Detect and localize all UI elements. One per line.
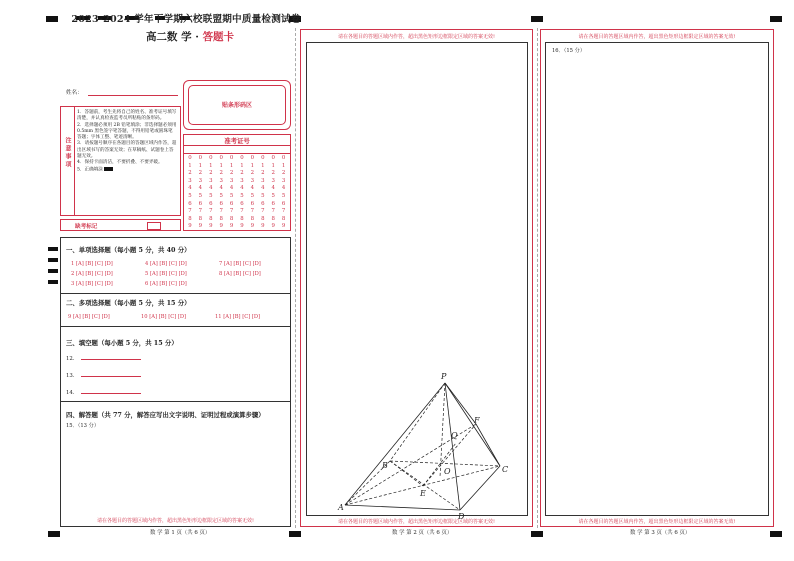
admission-digit-column[interactable] xyxy=(280,155,288,231)
digit-bubble[interactable]: 0 xyxy=(229,155,234,161)
label-F: F xyxy=(474,416,480,425)
boundary-warning: 请在各题目的答题区域内作答，超出黑色矩形边框限定区域的答案无效! xyxy=(96,518,254,524)
digit-bubble[interactable]: 3 xyxy=(188,177,192,184)
digit-bubble[interactable]: 0 xyxy=(219,155,223,161)
digit-bubble[interactable]: 7 xyxy=(188,208,192,215)
digit-bubble[interactable]: 1 xyxy=(229,162,234,169)
answer-frame-page3 xyxy=(540,29,774,527)
digit-bubble[interactable]: 8 xyxy=(250,215,255,222)
notice-vertical-label: 注意事项 xyxy=(64,137,71,169)
digit-bubble[interactable]: 6 xyxy=(188,200,192,207)
label-D: D xyxy=(458,512,465,521)
digit-bubble[interactable]: 3 xyxy=(198,177,203,184)
digit-bubble[interactable]: 7 xyxy=(281,208,286,215)
digit-bubble[interactable]: 9 xyxy=(261,223,265,230)
admission-digit-column[interactable] xyxy=(238,155,246,231)
choice-row-q3[interactable]: 3 [A] [B] [C] [D] xyxy=(71,281,113,287)
digit-bubble[interactable]: 9 xyxy=(271,223,275,230)
digit-bubble[interactable]: 4 xyxy=(261,185,265,192)
digit-bubble[interactable]: 9 xyxy=(250,223,255,230)
digit-bubble[interactable]: 5 xyxy=(271,192,275,199)
notice-item: 5．正确填涂 xyxy=(77,167,177,174)
digit-bubble[interactable]: 7 xyxy=(271,208,275,215)
admission-digit-column[interactable] xyxy=(269,155,277,231)
question-16-label: 16．（15 分） xyxy=(552,48,586,54)
seg-EF xyxy=(423,424,476,486)
notice-item: 4．保持卡面清洁，不要折叠、不要弄破。 xyxy=(77,160,163,166)
choice-row-q1[interactable]: 1 [A] [B] [C] [D] xyxy=(71,261,113,267)
digit-bubble[interactable]: 2 xyxy=(229,170,234,177)
fold-line xyxy=(295,28,296,528)
digit-bubble[interactable]: 4 xyxy=(188,185,192,192)
digit-bubble[interactable]: 7 xyxy=(261,208,265,215)
absent-checkbox[interactable] xyxy=(147,222,161,230)
digit-bubble[interactable]: 6 xyxy=(250,200,255,207)
edge-PA xyxy=(345,383,445,505)
digit-bubble[interactable]: 6 xyxy=(209,200,213,207)
digit-bubble[interactable]: 0 xyxy=(281,155,286,161)
digit-bubble[interactable]: 9 xyxy=(198,223,203,230)
digit-bubble[interactable]: 9 xyxy=(219,223,223,230)
card-subtitle: 高二数 学 · 答题卡 xyxy=(145,31,235,43)
admission-digit-columns xyxy=(186,155,290,231)
digit-bubble[interactable]: 0 xyxy=(198,155,203,161)
label-A: A xyxy=(338,503,344,512)
choice-row-q9[interactable]: 9 [A] [B] [C] [D] xyxy=(68,314,110,320)
digit-bubble[interactable]: 2 xyxy=(198,170,203,177)
boundary-warning: 请在各题目的答题区域内作答，超出黑色矩形边框限定区域的答案无效! xyxy=(578,519,736,525)
digit-bubble[interactable]: 4 xyxy=(209,185,213,192)
digit-bubble[interactable]: 6 xyxy=(198,200,203,207)
section1-title: 一、单项选择题（每小题 5 分，共 40 分） xyxy=(66,246,191,254)
digit-bubble[interactable]: 2 xyxy=(271,170,275,177)
digit-bubble[interactable]: 3 xyxy=(209,177,213,184)
digit-bubble[interactable]: 0 xyxy=(240,155,244,161)
boundary-warning: 请在各题目的答题区域内作答，超出黑色矩形边框限定区域的答案无效! xyxy=(337,519,495,525)
digit-bubble[interactable]: 0 xyxy=(261,155,265,161)
pyramid-figure xyxy=(300,360,533,525)
digit-bubble[interactable]: 4 xyxy=(250,185,255,192)
digit-bubble[interactable]: 8 xyxy=(229,215,234,222)
digit-bubble[interactable]: 1 xyxy=(271,162,275,169)
edge-CF xyxy=(476,424,500,466)
section3-title: 三、填空题（每小题 5 分，共 15 分） xyxy=(66,339,178,347)
label-C: C xyxy=(502,465,509,474)
edge-PB xyxy=(390,383,445,461)
digit-bubble[interactable]: 8 xyxy=(240,215,244,222)
admission-digit-column[interactable] xyxy=(217,155,225,231)
digit-bubble[interactable]: 6 xyxy=(219,200,223,207)
seg-EQ xyxy=(423,443,456,486)
digit-bubble[interactable]: 8 xyxy=(271,215,275,222)
digit-bubble[interactable]: 8 xyxy=(209,215,213,222)
page1-footer: 数 学 第 1 页（共 6 页） xyxy=(150,530,211,536)
digit-bubble[interactable]: 3 xyxy=(261,177,265,184)
exam-title: 2023-2024 学年下学期六校联盟期中质量检测试卷 xyxy=(71,14,301,25)
digit-bubble[interactable]: 5 xyxy=(219,192,223,199)
digit-bubble[interactable]: 8 xyxy=(219,215,223,222)
digit-bubble[interactable]: 7 xyxy=(229,208,234,215)
digit-bubble[interactable]: 8 xyxy=(198,215,203,222)
digit-bubble[interactable]: 8 xyxy=(261,215,265,222)
choice-row-q7[interactable]: 7 [A] [B] [C] [D] xyxy=(219,261,261,267)
digit-bubble[interactable]: 3 xyxy=(240,177,244,184)
label-B: B xyxy=(382,461,388,470)
admission-digit-column[interactable] xyxy=(259,155,267,231)
digit-bubble[interactable]: 0 xyxy=(188,155,192,161)
digit-bubble[interactable]: 1 xyxy=(261,162,265,169)
edge-AD xyxy=(345,505,460,510)
digit-bubble[interactable]: 6 xyxy=(281,200,286,207)
digit-bubble[interactable]: 1 xyxy=(250,162,255,169)
digit-bubble[interactable]: 9 xyxy=(229,223,234,230)
digit-bubble[interactable]: 6 xyxy=(229,200,234,207)
digit-bubble[interactable]: 3 xyxy=(250,177,255,184)
timing-mark xyxy=(531,16,543,22)
boundary-warning: 请在各题目的答题区域内作答，超出黑色矩形边框限定区域的答案无效! xyxy=(337,34,495,40)
answer-area-page3[interactable] xyxy=(545,42,769,516)
digit-bubble[interactable]: 0 xyxy=(250,155,255,161)
notice-list xyxy=(77,110,177,173)
timing-mark xyxy=(48,280,58,284)
label-Q: Q xyxy=(451,431,458,440)
digit-bubble[interactable]: 9 xyxy=(240,223,244,230)
barcode-area xyxy=(183,80,291,130)
admission-label: 准考证号 xyxy=(224,137,250,145)
digit-bubble[interactable]: 7 xyxy=(240,208,244,215)
timing-mark xyxy=(46,16,58,22)
digit-bubble[interactable]: 6 xyxy=(240,200,244,207)
timing-mark xyxy=(770,531,782,537)
label-O: O xyxy=(444,467,451,476)
digit-bubble[interactable]: 4 xyxy=(198,185,203,192)
edge-PF xyxy=(445,383,476,424)
digit-bubble[interactable]: 5 xyxy=(261,192,265,199)
digit-bubble[interactable]: 2 xyxy=(250,170,255,177)
choice-row-q6[interactable]: 6 [A] [B] [C] [D] xyxy=(145,281,187,287)
digit-bubble[interactable]: 5 xyxy=(250,192,255,199)
digit-bubble[interactable]: 5 xyxy=(240,192,244,199)
page2-footer: 数 学 第 2 页（共 6 页） xyxy=(392,530,453,536)
digit-bubble[interactable]: 4 xyxy=(281,185,286,192)
digit-bubble[interactable]: 1 xyxy=(198,162,203,169)
label-E: E xyxy=(420,489,426,498)
digit-bubble[interactable]: 6 xyxy=(261,200,265,207)
digit-bubble[interactable]: 6 xyxy=(271,200,275,207)
filled-sample xyxy=(104,167,113,171)
question-15-label: 15．（13 分） xyxy=(66,423,100,429)
digit-bubble[interactable]: 4 xyxy=(271,185,275,192)
digit-bubble[interactable]: 7 xyxy=(198,208,203,215)
fold-line xyxy=(537,28,538,528)
notice-item: 3．请按题号顺序在各题目的答题区域内作答，超出区域书写的答案无效；在草稿纸、试题卷上答题无效。 xyxy=(77,141,177,160)
name-label: 姓名： xyxy=(66,90,83,96)
digit-bubble[interactable]: 1 xyxy=(240,162,244,169)
digit-bubble[interactable]: 7 xyxy=(250,208,255,215)
digit-bubble[interactable]: 0 xyxy=(209,155,213,161)
digit-bubble[interactable]: 5 xyxy=(209,192,213,199)
notice-box xyxy=(60,106,181,216)
choice-row-q2[interactable]: 2 [A] [B] [C] [D] xyxy=(71,271,113,277)
absent-label: 缺考标记 xyxy=(75,224,98,230)
digit-bubble[interactable]: 2 xyxy=(240,170,244,177)
fill-blank-13[interactable]: 13． xyxy=(66,371,141,379)
barcode-label: 贴条形码区 xyxy=(221,102,252,109)
digit-bubble[interactable]: 1 xyxy=(188,162,192,169)
notice-item: 2．选择题必须用 2B 铅笔填涂；非选择题必须用 0.5mm 黑色签字笔答题，不得用铅笔或圆珠笔答题；字体工整、笔迹清晰。 xyxy=(77,122,177,141)
admission-grid xyxy=(183,134,291,231)
digit-bubble[interactable]: 3 xyxy=(281,177,286,184)
digit-bubble[interactable]: 9 xyxy=(281,223,286,230)
digit-bubble[interactable]: 5 xyxy=(198,192,203,199)
choice-row-q5[interactable]: 5 [A] [B] [C] [D] xyxy=(145,271,187,277)
admission-digit-column[interactable] xyxy=(248,155,256,231)
digit-bubble[interactable]: 3 xyxy=(271,177,275,184)
digit-bubble[interactable]: 1 xyxy=(281,162,286,169)
absent-box xyxy=(60,219,181,231)
timing-mark xyxy=(531,531,543,537)
digit-bubble[interactable]: 0 xyxy=(271,155,275,161)
digit-bubble[interactable]: 8 xyxy=(188,215,192,222)
digit-bubble[interactable]: 2 xyxy=(209,170,213,177)
seg-BE xyxy=(390,461,423,486)
section2-title: 二、多项选择题（每小题 5 分，共 15 分） xyxy=(66,299,191,307)
timing-mark xyxy=(48,531,60,537)
digit-bubble[interactable]: 2 xyxy=(261,170,265,177)
digit-bubble[interactable]: 9 xyxy=(188,223,192,230)
digit-bubble[interactable]: 5 xyxy=(188,192,192,199)
name-field[interactable] xyxy=(88,95,178,96)
section4-title: 四、解答题（共 77 分，解答应写出文字说明、证明过程或演算步骤） xyxy=(66,411,265,419)
timing-mark xyxy=(48,258,58,262)
digit-bubble[interactable]: 5 xyxy=(281,192,286,199)
admission-digit-column[interactable] xyxy=(186,155,194,231)
digit-bubble[interactable]: 4 xyxy=(219,185,223,192)
digit-bubble[interactable]: 4 xyxy=(240,185,244,192)
digit-bubble[interactable]: 3 xyxy=(229,177,234,184)
digit-bubble[interactable]: 2 xyxy=(281,170,286,177)
digit-bubble[interactable]: 7 xyxy=(219,208,223,215)
timing-mark xyxy=(48,247,58,251)
timing-mark xyxy=(289,531,301,537)
digit-bubble[interactable]: 4 xyxy=(229,185,234,192)
choice-row-q4[interactable]: 4 [A] [B] [C] [D] xyxy=(145,261,187,267)
timing-mark xyxy=(48,269,58,273)
digit-bubble[interactable]: 8 xyxy=(281,215,286,222)
digit-bubble[interactable]: 1 xyxy=(209,162,213,169)
notice-item: 1．答题前，考生先将自己的姓名、准考证号填写清楚，并认真检查监考员所粘贴的条形码。 xyxy=(77,110,177,122)
timing-mark xyxy=(770,16,782,22)
digit-bubble[interactable]: 1 xyxy=(219,162,223,169)
digit-bubble[interactable]: 2 xyxy=(188,170,192,177)
digit-bubble[interactable]: 7 xyxy=(209,208,213,215)
digit-bubble[interactable]: 2 xyxy=(219,170,223,177)
boundary-warning: 请在各题目的答题区域内作答，超出黑色矩形边框限定区域的答案无效! xyxy=(578,34,736,40)
digit-bubble[interactable]: 9 xyxy=(209,223,213,230)
choice-row-q10[interactable]: 10 [A] [B] [C] [D] xyxy=(141,314,187,320)
fill-blank-14[interactable]: 14． xyxy=(66,388,141,396)
fill-blank-12[interactable]: 12． xyxy=(66,354,141,362)
digit-bubble[interactable]: 3 xyxy=(219,177,223,184)
label-P: P xyxy=(441,372,447,381)
digit-bubble[interactable]: 5 xyxy=(229,192,234,199)
choice-row-q11[interactable]: 11 [A] [B] [C] [D] xyxy=(215,314,261,320)
admission-digit-column[interactable] xyxy=(207,155,215,231)
admission-digit-column[interactable] xyxy=(228,155,236,231)
admission-digit-column[interactable] xyxy=(196,155,204,231)
edge-DC xyxy=(460,466,500,510)
answer-area-page1 xyxy=(60,237,291,527)
choice-row-q8[interactable]: 8 [A] [B] [C] [D] xyxy=(219,271,261,277)
edge-BC xyxy=(390,461,500,466)
page3-footer: 数 学 第 3 页（共 6 页） xyxy=(630,530,691,536)
